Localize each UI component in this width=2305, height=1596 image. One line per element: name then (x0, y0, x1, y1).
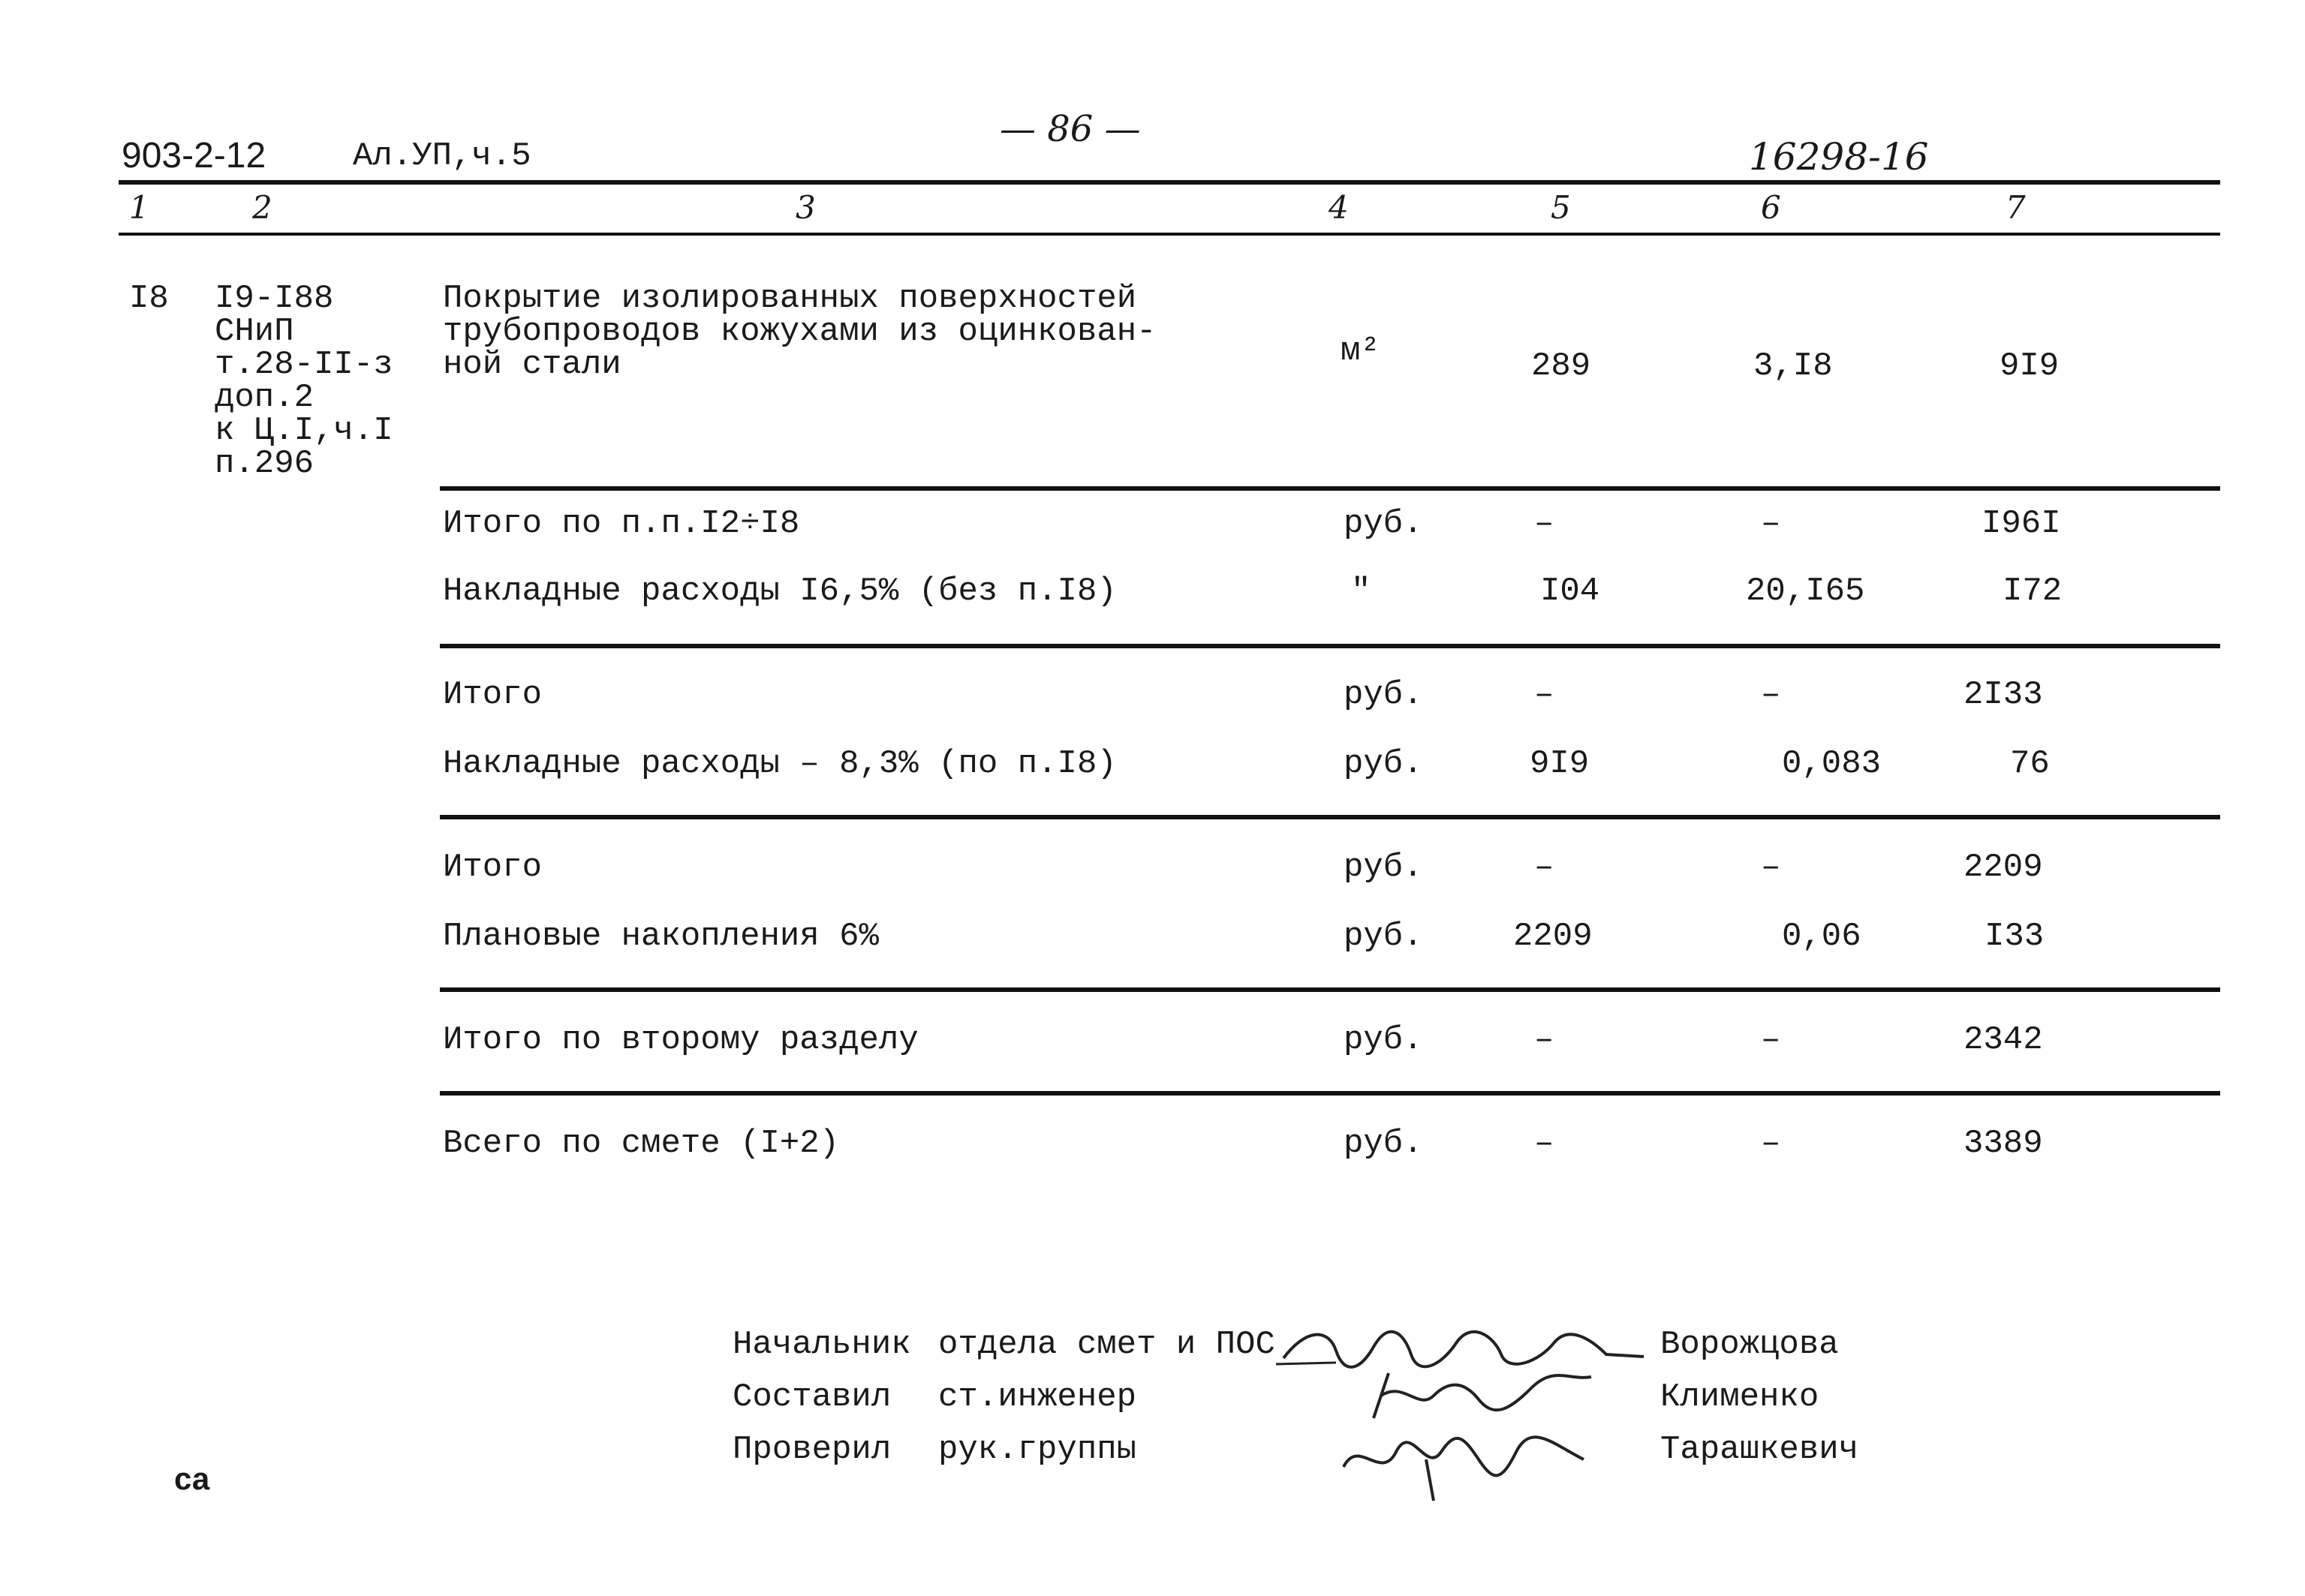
desc-line: ной стали (443, 346, 621, 383)
row-col6: – (1761, 676, 1781, 714)
row-col5: – (1534, 1021, 1554, 1059)
row-col5: 2209 (1513, 918, 1593, 955)
row-col7: 3389 (1963, 1125, 2043, 1162)
header-top-rule (119, 180, 2220, 185)
section-rule (440, 1091, 2220, 1096)
sign-role: Проверил (733, 1431, 892, 1468)
doc-code: 903-2-12 (122, 136, 266, 176)
inventory-number: 16298-16 (1749, 135, 1929, 179)
row-col7: 2342 (1963, 1021, 2043, 1059)
row-col5: – (1534, 849, 1554, 886)
signature-scribble-2 (1359, 1366, 1599, 1426)
signature-scribble-3 (1336, 1422, 1591, 1504)
row-col5: – (1534, 505, 1554, 543)
row-col6: – (1761, 505, 1781, 543)
page-number: — 86 — (1000, 108, 1141, 150)
row-unit: руб. (1344, 1021, 1423, 1059)
sign-name: Клименко (1660, 1378, 1819, 1416)
row-unit: руб. (1344, 1125, 1423, 1162)
row-unit: руб. (1344, 505, 1423, 543)
sign-name: Ворожцова (1660, 1326, 1839, 1363)
col-header-5: 5 (1551, 189, 1571, 226)
row-desc: Итого по п.п.I2÷I8 (443, 505, 800, 543)
row-desc: Плановые накопления 6% (443, 918, 879, 955)
row-col7: I72 (2003, 573, 2063, 610)
item-unit-price: 3,I8 (1753, 347, 1833, 385)
row-desc: Итого (443, 849, 543, 886)
album-ref: Ал.УП,ч.5 (353, 137, 531, 175)
row-desc: Всего по смете (I+2) (443, 1125, 840, 1162)
sign-title: рук.группы (938, 1431, 1137, 1468)
row-col6: – (1761, 849, 1781, 886)
row-col7: I33 (1985, 918, 2045, 955)
row-col6: 0,06 (1782, 918, 1861, 955)
col-header-6: 6 (1761, 189, 1781, 226)
row-col6: 0,083 (1782, 745, 1882, 783)
row-desc: Итого по второму разделу (443, 1021, 919, 1059)
ref-line: к Ц.I,ч.I (215, 412, 393, 449)
row-unit: руб. (1344, 676, 1423, 714)
row-desc: Итого (443, 676, 543, 714)
row-unit: руб. (1344, 745, 1423, 783)
item-unit: м² (1341, 332, 1380, 370)
row-col5: – (1534, 676, 1554, 714)
section-rule (440, 987, 2220, 992)
row-unit: руб. (1344, 918, 1423, 955)
row-col7: 2209 (1963, 849, 2043, 886)
row-unit: " (1351, 573, 1371, 610)
col-header-3: 3 (796, 189, 816, 226)
sign-title: отдела смет и ПОС (938, 1326, 1275, 1363)
sign-title: ст.инженер (938, 1378, 1137, 1416)
row-desc: Накладные расходы I6,5% (без п.I8) (443, 573, 1117, 610)
section-rule (440, 486, 2220, 491)
desc-line: Покрытие изолированных поверхностей (443, 280, 1137, 317)
item-quantity: 289 (1531, 347, 1591, 385)
ref-line: т.28-II-з (215, 346, 393, 383)
section-rule (440, 644, 2220, 648)
item-reference (215, 282, 393, 480)
col-header-1: 1 (129, 189, 149, 226)
row-unit: руб. (1344, 849, 1423, 886)
row-col6: – (1761, 1021, 1781, 1059)
col-header-2: 2 (252, 189, 272, 226)
footer-mark: са (174, 1461, 210, 1496)
col-header-7: 7 (2006, 189, 2026, 226)
row-col7: I96I (1982, 505, 2061, 543)
sign-name: Тарашкевич (1660, 1431, 1859, 1468)
ref-line: п.296 (215, 445, 314, 482)
header-bottom-rule (119, 233, 2220, 236)
row-col5: I04 (1540, 573, 1600, 610)
ref-line: доп.2 (215, 379, 314, 416)
row-desc: Накладные расходы – 8,3% (по п.I8) (443, 745, 1117, 783)
row-col6: 20,I65 (1746, 573, 1865, 610)
item-number: I8 (129, 280, 169, 317)
ref-line: СНиП (215, 313, 294, 350)
item-total: 9I9 (2000, 347, 2060, 385)
desc-line: трубопроводов кожухами из оцинкован- (443, 313, 1157, 350)
col-header-4: 4 (1329, 189, 1349, 226)
item-description (443, 282, 1157, 381)
section-rule (440, 815, 2220, 819)
ref-line: I9-I88 (215, 280, 334, 317)
row-col5: 9I9 (1530, 745, 1590, 783)
sign-role: Составил (733, 1378, 892, 1416)
row-col6: – (1761, 1125, 1781, 1162)
row-col5: – (1534, 1125, 1554, 1162)
row-col7: 76 (2010, 745, 2050, 783)
row-col7: 2I33 (1963, 676, 2043, 714)
sign-role: Начальник (733, 1326, 911, 1363)
